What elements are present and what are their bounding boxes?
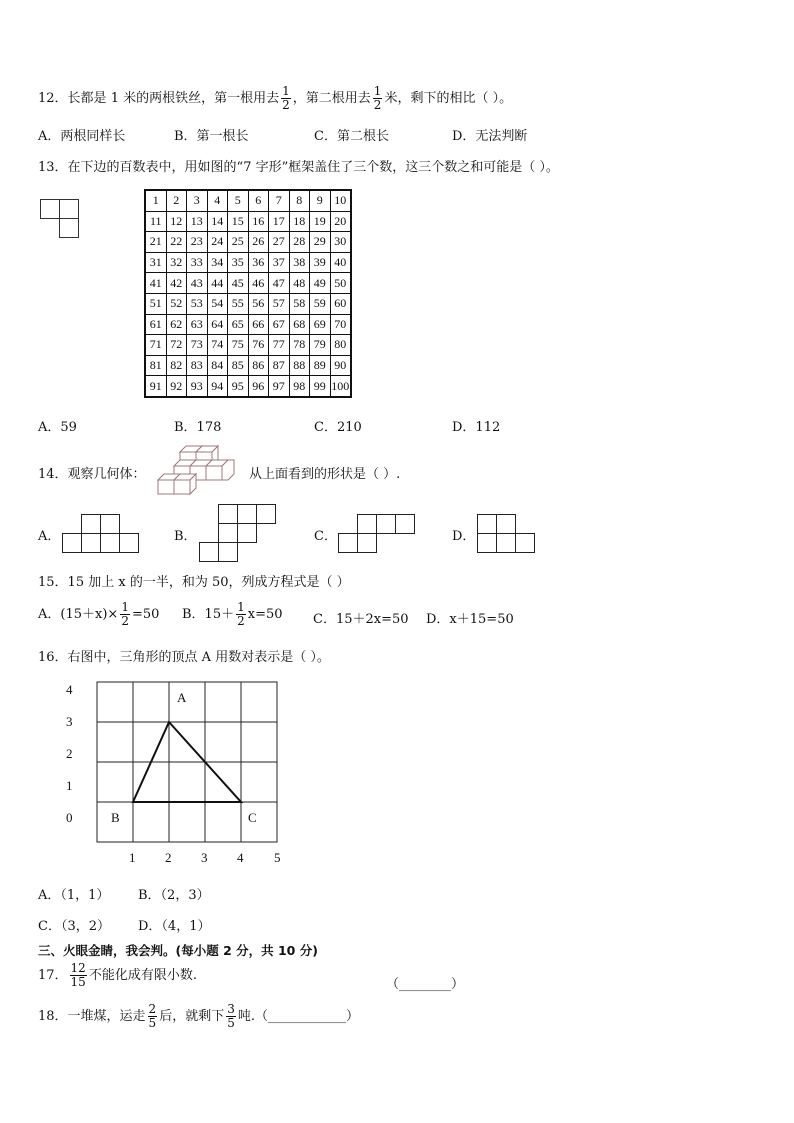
hundred-chart-cell: 49: [310, 273, 331, 294]
denominator: 2: [237, 614, 245, 628]
hundred-chart-cell: 76: [248, 335, 269, 356]
hundred-chart-cell: 82: [166, 355, 187, 376]
q15-option-d[interactable]: D．x＋15=50: [426, 612, 514, 627]
hundred-chart-cell: 66: [248, 314, 269, 335]
q16-option-a[interactable]: A．（1，1）: [38, 888, 110, 903]
hundred-chart-cell: 24: [207, 232, 228, 253]
q15-option-b[interactable]: [182, 601, 283, 628]
q14-option-c-shape[interactable]: [338, 514, 416, 554]
y-label-3: 3: [66, 714, 73, 729]
q12-length: 1: [110, 91, 119, 106]
hundred-chart-cell: 7: [269, 190, 290, 211]
hundred-chart-cell: 69: [310, 314, 331, 335]
hundred-chart-cell: 5: [228, 190, 249, 211]
hundred-chart-cell: 35: [228, 252, 249, 273]
hundred-chart-cell: 9: [310, 190, 331, 211]
hundred-chart-row: [145, 252, 351, 273]
point-label-a: A: [177, 690, 187, 705]
x-label-4: 4: [237, 850, 244, 865]
q14-stem-a: 14．观察几何体：: [38, 467, 146, 482]
hundred-chart-cell: 60: [330, 293, 351, 314]
q18-answer-blank[interactable]: （____________）: [254, 1009, 359, 1024]
q12-text-c: ，第二根用去: [292, 91, 371, 106]
seven-shape-figure: [40, 199, 80, 239]
q13-stem: 13．在下边的百数表中，用如图的“7 字形”框架盖住了三个数，这三个数之和可能是（ ）。: [38, 160, 559, 175]
denominator: 2: [121, 614, 129, 628]
hundred-chart-cell: 85: [228, 355, 249, 376]
q13-option-b[interactable]: B．178: [174, 420, 222, 435]
q15-option-a-text: A．(15＋x)×: [38, 607, 119, 622]
hundred-chart-cell: 54: [207, 293, 228, 314]
hundred-chart: [144, 189, 352, 398]
hundred-chart-cell: 58: [289, 293, 310, 314]
q16-option-b[interactable]: B．（2，3）: [138, 888, 210, 903]
hundred-chart-cell: 63: [187, 314, 208, 335]
q13-option-d[interactable]: D．112: [452, 420, 501, 435]
hundred-chart-cell: 95: [228, 376, 249, 397]
q12-text-d: 米，剩下的相比（ ）。: [384, 91, 513, 106]
numerator: 12: [70, 961, 86, 975]
hundred-chart-cell: 29: [310, 232, 331, 253]
x-label-1: 1: [129, 850, 136, 865]
hundred-chart-cell: 97: [269, 376, 290, 397]
q14-option-b[interactable]: B．: [174, 529, 197, 544]
hundred-chart-cell: 46: [248, 273, 269, 294]
denominator: 2: [373, 98, 382, 112]
hundred-chart-cell: 8: [289, 190, 310, 211]
hundred-chart-cell: 34: [207, 252, 228, 273]
q18-text-b: 后，就剩下: [159, 1009, 225, 1024]
q12-text-b: 米的两根铁丝，第一根用去: [123, 91, 280, 106]
hundred-chart-cell: 33: [187, 252, 208, 273]
denominator: 15: [70, 975, 86, 989]
hundred-chart-cell: 73: [187, 335, 208, 356]
q12-fraction-1: [281, 85, 291, 112]
hundred-chart-cell: 18: [289, 211, 310, 232]
hundred-chart-cell: 27: [269, 232, 290, 253]
hundred-chart-cell: 77: [269, 335, 290, 356]
hundred-chart-cell: 96: [248, 376, 269, 397]
hundred-chart-cell: 25: [228, 232, 249, 253]
hundred-chart-cell: 42: [166, 273, 187, 294]
hundred-chart-cell: 48: [289, 273, 310, 294]
hundred-chart-cell: 61: [145, 314, 166, 335]
denominator: 5: [148, 1016, 157, 1030]
hundred-chart-cell: 11: [145, 211, 166, 232]
hundred-chart-cell: 37: [269, 252, 290, 273]
hundred-chart-cell: 55: [228, 293, 249, 314]
q12-option-c[interactable]: C．第二根长: [314, 129, 389, 144]
numerator: 3: [227, 1002, 235, 1016]
hundred-chart-cell: 41: [145, 273, 166, 294]
hundred-chart-cell: 98: [289, 376, 310, 397]
q15-option-b-fraction: [236, 601, 246, 628]
cube-solid-figure: [154, 444, 240, 496]
hundred-chart-cell: 50: [330, 273, 351, 294]
q13-option-c[interactable]: C．210: [314, 420, 362, 435]
hundred-chart-cell: 39: [310, 252, 331, 273]
y-label-2: 2: [66, 746, 73, 761]
hundred-chart-cell: 17: [269, 211, 290, 232]
numerator: 1: [373, 84, 382, 98]
q15-option-c[interactable]: C．15＋2x=50: [313, 612, 409, 627]
hundred-chart-row: [145, 190, 351, 211]
y-label-4: 4: [66, 682, 73, 697]
q16-option-c[interactable]: C．（3，2）: [38, 919, 110, 934]
hundred-chart-cell: 93: [187, 376, 208, 397]
hundred-chart-cell: 80: [330, 335, 351, 356]
q18-fraction-2: [226, 1003, 236, 1030]
hundred-chart-row: [145, 314, 351, 335]
hundred-chart-cell: 22: [166, 232, 187, 253]
hundred-chart-cell: 14: [207, 211, 228, 232]
hundred-chart-cell: 64: [207, 314, 228, 335]
denominator: 2: [282, 98, 290, 112]
y-label-1: 1: [66, 778, 73, 793]
hundred-chart-cell: 36: [248, 252, 269, 273]
hundred-chart-cell: 40: [330, 252, 351, 273]
q15-option-a-tail: =50: [131, 607, 160, 622]
hundred-chart-cell: 15: [228, 211, 249, 232]
q12-option-b[interactable]: B．第一根长: [174, 129, 249, 144]
q18-fraction-1: [148, 1003, 158, 1030]
q14-option-a[interactable]: A．: [38, 529, 61, 544]
hundred-chart-row: [145, 376, 351, 397]
hundred-chart-cell: 81: [145, 355, 166, 376]
hundred-chart-cell: 72: [166, 335, 187, 356]
q15-option-a-fraction: [120, 601, 130, 628]
hundred-chart-cell: 91: [145, 376, 166, 397]
hundred-chart-cell: 13: [187, 211, 208, 232]
hundred-chart-cell: 4: [207, 190, 228, 211]
q18-stem: [38, 1003, 359, 1030]
hundred-chart-cell: 1: [145, 190, 166, 211]
hundred-chart-cell: 99: [310, 376, 331, 397]
hundred-chart-cell: 88: [289, 355, 310, 376]
q17-text: 不能化成有限小数.: [88, 968, 197, 983]
q14-option-c[interactable]: C．: [314, 529, 337, 544]
q14-option-b-shape[interactable]: [199, 504, 278, 564]
hundred-chart-row: [145, 293, 351, 314]
x-label-2: 2: [165, 850, 172, 865]
hundred-chart-row: [145, 355, 351, 376]
hundred-chart-cell: 38: [289, 252, 310, 273]
hundred-chart-cell: 94: [207, 376, 228, 397]
q16-option-d[interactable]: D．（4，1）: [138, 919, 211, 934]
hundred-chart-cell: 79: [310, 335, 331, 356]
q14-option-a-shape[interactable]: [62, 514, 140, 554]
q12-option-d[interactable]: D．无法判断: [452, 129, 528, 144]
hundred-chart-cell: 78: [289, 335, 310, 356]
numerator: 2: [148, 1002, 157, 1016]
hundred-chart-cell: 86: [248, 355, 269, 376]
hundred-chart-row: [145, 335, 351, 356]
q12-option-a[interactable]: A．两根同样长: [38, 129, 126, 144]
q18-text-a: 18．一堆煤，运走: [38, 1009, 146, 1024]
numerator: 1: [237, 600, 245, 614]
q17-fraction: [70, 962, 87, 989]
hundred-chart-cell: 2: [166, 190, 187, 211]
q15-option-a[interactable]: [38, 601, 159, 628]
x-label-3: 3: [201, 850, 208, 865]
hundred-chart-cell: 83: [187, 355, 208, 376]
hundred-chart-cell: 75: [228, 335, 249, 356]
hundred-chart-cell: 52: [166, 293, 187, 314]
hundred-chart-cell: 21: [145, 232, 166, 253]
hundred-chart-cell: 68: [289, 314, 310, 335]
q15-option-b-text: B．15＋: [182, 607, 235, 622]
hundred-chart-cell: 74: [207, 335, 228, 356]
q12-text-a: 长都是: [67, 91, 107, 106]
hundred-chart-cell: 12: [166, 211, 187, 232]
hundred-chart-cell: 90: [330, 355, 351, 376]
q17-answer-blank[interactable]: （________）: [386, 977, 465, 992]
q17-number: 17．: [38, 968, 68, 983]
point-label-c: C: [248, 810, 257, 825]
hundred-chart-cell: 87: [269, 355, 290, 376]
hundred-chart-cell: 84: [207, 355, 228, 376]
hundred-chart-cell: 47: [269, 273, 290, 294]
q12-fraction-2: [373, 85, 383, 112]
hundred-chart-cell: 31: [145, 252, 166, 273]
hundred-chart-cell: 16: [248, 211, 269, 232]
q14-stem-b: 从上面看到的形状是（ ）.: [249, 467, 401, 482]
hundred-chart-cell: 23: [187, 232, 208, 253]
hundred-chart-cell: 45: [228, 273, 249, 294]
y-label-0: 0: [66, 810, 73, 825]
hundred-chart-cell: 6: [248, 190, 269, 211]
hundred-chart-cell: 44: [207, 273, 228, 294]
hundred-chart-row: [145, 232, 351, 253]
hundred-chart-cell: 59: [310, 293, 331, 314]
q13-option-a[interactable]: A．59: [38, 420, 77, 435]
hundred-chart-row: [145, 211, 351, 232]
hundred-chart-cell: 62: [166, 314, 187, 335]
hundred-chart-cell: 32: [166, 252, 187, 273]
hundred-chart-cell: 67: [269, 314, 290, 335]
hundred-chart-cell: 56: [248, 293, 269, 314]
q12-number: 12．: [38, 91, 68, 106]
q14-option-d-shape[interactable]: [477, 514, 537, 554]
hundred-chart-cell: 65: [228, 314, 249, 335]
hundred-chart-cell: 43: [187, 273, 208, 294]
q15-stem: 15．15 加上 x 的一半，和为 50，列成方程式是（ ）: [38, 575, 350, 590]
q14-option-d[interactable]: D．: [452, 529, 476, 544]
hundred-chart-row: [145, 273, 351, 294]
numerator: 1: [282, 84, 290, 98]
hundred-chart-cell: 10: [330, 190, 351, 211]
q18-text-c: 吨.: [237, 1009, 255, 1024]
hundred-chart-cell: 92: [166, 376, 187, 397]
hundred-chart-cell: 51: [145, 293, 166, 314]
numerator: 1: [121, 600, 129, 614]
q15-option-b-tail: x=50: [247, 607, 283, 622]
hundred-chart-cell: 53: [187, 293, 208, 314]
hundred-chart-cell: 19: [310, 211, 331, 232]
hundred-chart-cell: 30: [330, 232, 351, 253]
point-label-b: B: [111, 810, 120, 825]
hundred-chart-cell: 57: [269, 293, 290, 314]
x-label-5: 5: [274, 850, 281, 865]
q17-stem: [38, 962, 197, 989]
hundred-chart-cell: 3: [187, 190, 208, 211]
coordinate-grid: [60, 676, 300, 866]
hundred-chart-cell: 20: [330, 211, 351, 232]
q12-stem: [38, 85, 512, 112]
hundred-chart-cell: 70: [330, 314, 351, 335]
denominator: 5: [227, 1016, 235, 1030]
q16-stem: 16．右图中，三角形的顶点 A 用数对表示是（ ）。: [38, 650, 330, 665]
section-3-heading: 三、火眼金睛，我会判。(每小题 2 分，共 10 分): [38, 943, 318, 958]
hundred-chart-cell: 71: [145, 335, 166, 356]
hundred-chart-cell: 100: [330, 376, 351, 397]
hundred-chart-cell: 26: [248, 232, 269, 253]
hundred-chart-cell: 89: [310, 355, 331, 376]
hundred-chart-cell: 28: [289, 232, 310, 253]
